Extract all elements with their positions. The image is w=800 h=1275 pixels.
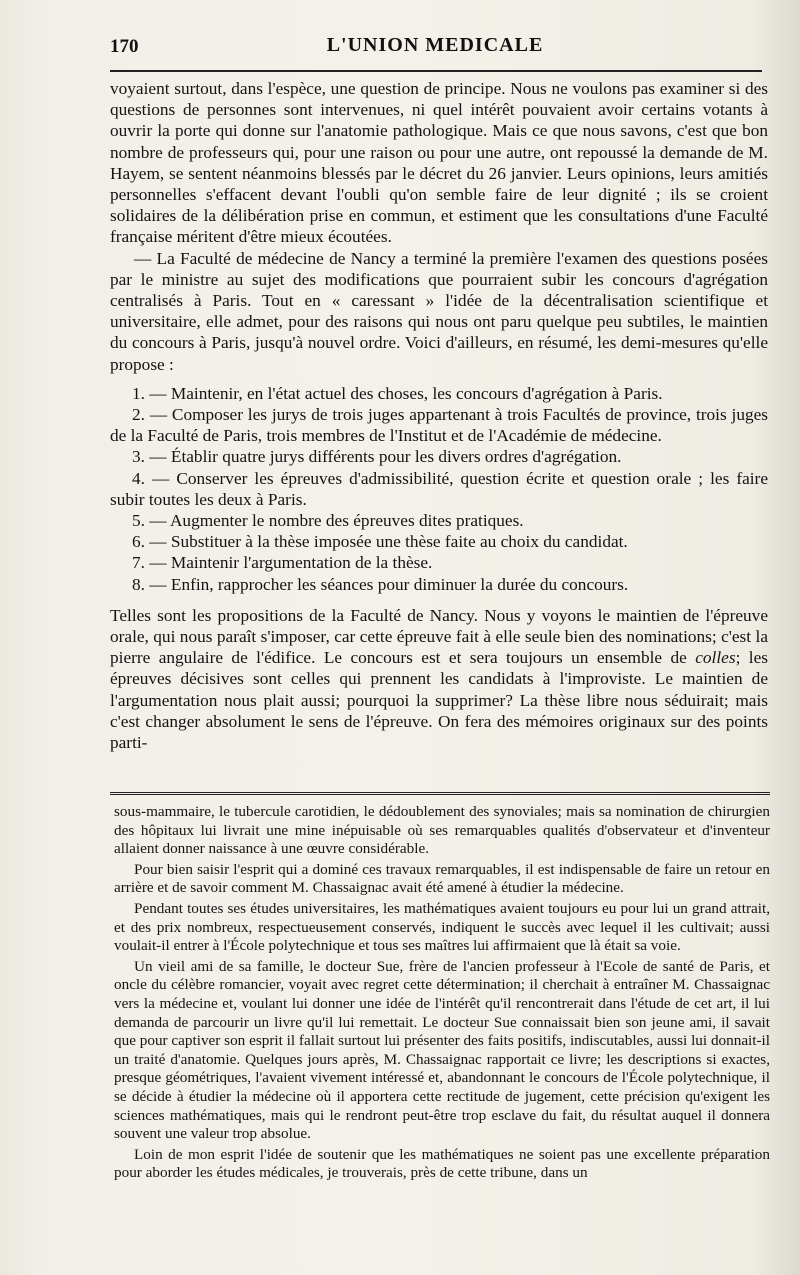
page-header xyxy=(110,30,760,66)
page-number: 170 xyxy=(110,36,139,57)
list-item-text: — Maintenir, en l'état actuel des choses, les concours d'agrégation à Paris. xyxy=(149,383,663,403)
list-item xyxy=(110,531,768,552)
list-item-number: 8. xyxy=(132,574,145,594)
note-paragraph-1: sous-mammaire, le tubercule carotidien, le dédoublement des synoviales; mais sa nomination de chirurgien des hôpitaux lui livrait une mine inépuisable où ses remarquables qualités d'observateur et d'inventeur allaient donner naissance à une œuvre considérable. xyxy=(114,803,770,858)
header-rule xyxy=(110,70,762,72)
proposals-list xyxy=(110,383,768,595)
note-paragraph-2: Pour bien saisir l'esprit qui a dominé ces travaux remarquables, il est indispensable de faire un retour en arrière et de savoir comment M. Chassaignac avait été amené à étudier la médecine. xyxy=(114,860,770,897)
paragraph-3-part-b: ; les épreuves décisives sont celles qui prennent les candidats à l'improviste. Le maintien de l'argumentation nous plait aussi; pourquoi la supprimer? La thèse libre nous séduirait; mais c'est changer absolument le sens de l'épreuve. On fera des mémoires originaux sur des points parti- xyxy=(110,648,768,753)
list-item xyxy=(110,510,768,531)
list-item-text: — Établir quatre jurys différents pour les divers ordres d'agrégation. xyxy=(149,447,622,467)
list-item-text: — Augmenter le nombre des épreuves dites pratiques. xyxy=(149,511,524,531)
paragraph-3-italic: colles xyxy=(695,648,736,668)
note-paragraph-4: Un vieil ami de sa famille, le docteur Sue, frère de l'ancien professeur à l'Ecole de santé de Paris, et oncle du célèbre romancier, voyait avec regret cette détermination; il cherchait à entraîner M. Chassaignac vers la médecine et, voulant lui donner une idée de l'intérêt qu'il rencontrerait dans l'étude de cet art, il lui demanda de parcourir un livre qu'il lui remettait. Le docteur Sue connaissait bien son jeune ami, il savait que pour captiver son esprit il fallait surtout lui présenter des faits positifs, indiscutables, aussi lui donnait-il un traité d'anatomie. Quelques jours après, M. Chassaignac rapportait ce livre; les descriptions si exactes, presque géométriques, l'avaient vivement intéressé et, abandonnant le concours de l'École polytechnique, il se décide à étudier la médecine où il apportera cette rectitude de jugement, cette précision qu'exigent les sciences mathématiques, mais qui le rendront peut-être trop esclave du fait, du résultat auquel il donnera souvent une valeur trop absolue. xyxy=(114,957,770,1143)
list-item-number: 7. xyxy=(132,553,145,573)
note-paragraph-5: Loin de mon esprit l'idée de soutenir que les mathématiques ne soient pas une excellente préparation pour aborder les études médicales, je trouverais, près de cette tribune, dans un xyxy=(114,1145,770,1182)
paragraph-2: — La Faculté de médecine de Nancy a terminé la première l'examen des questions posées par le ministre au sujet des modifications que pourraient subir les concours d'agrégation centralisés à Paris. Tout en « caressant » l'idée de la décentralisation scientifique et universitaire, elle admet, pour des raisons qui nous ont paru quelque peu subtiles, le maintien du concours à Paris, jusqu'à nouvel ordre. Voici d'ailleurs, en résumé, les demi-mesures qu'elle propose : xyxy=(110,248,768,374)
list-item-number: 4. xyxy=(132,468,145,488)
list-item-text: — Enfin, rapprocher les séances pour diminuer la durée du concours. xyxy=(149,574,629,594)
list-item-number: 3. xyxy=(132,447,145,467)
list-item-text: — Composer les jurys de trois juges appartenant à trois Facultés de province, trois juges de la Faculté de Paris, trois membres de l'Institut et de l'Académie de médecine. xyxy=(110,405,768,446)
list-item-number: 6. xyxy=(132,532,145,552)
list-item-number: 2. xyxy=(132,405,145,425)
note-paragraph-3: Pendant toutes ses études universitaires, les mathématiques avaient toujours eu pour lui un grand attrait, et des prix nombreux, respectueusement conservés, indiquent le succès avec lequel il les cultivait; aussi voulait-il entrer à l'École polytechnique et tous ses maîtres lui affirmaient que là était sa voie. xyxy=(114,899,770,955)
paragraph-1: voyaient surtout, dans l'espèce, une question de principe. Nous ne voulons pas examiner si des questions de personnes sont intervenues, ni quel intérêt pouvaient avoir certains votants à ouvrir la porte qui donne sur l'anatomie pathologique. Mais ce que nous savons, c'est que bon nombre de professeurs qui, pour une raison ou pour une autre, ont repoussé la demande de M. Hayem, se sentent néanmoins blessés par le décret du 26 janvier. Leurs opinions, leurs amitiés personnelles s'effacent devant l'oubli qu'on semble faire de leur dignité ; ils se croient solidaires de la délibération prise en commun, et estiment que les consultations d'une Faculté française méritent d'être mieux écoutées. xyxy=(110,79,768,247)
list-item xyxy=(110,468,768,510)
list-item-number: 5. xyxy=(132,511,145,531)
list-item-text: — Conserver les épreuves d'admissibilité, question écrite et question orale ; les faire subir toutes les deux à Paris. xyxy=(110,468,768,509)
list-item xyxy=(110,574,768,595)
list-item xyxy=(110,404,768,446)
list-item xyxy=(110,383,768,404)
running-title: L'UNION MEDICALE xyxy=(326,34,544,56)
paragraph-3 xyxy=(110,605,768,753)
list-item-text: — Substituer à la thèse imposée une thèse faite au choix du candidat. xyxy=(149,532,628,552)
feuilleton-text xyxy=(114,803,770,1185)
list-item xyxy=(110,552,768,573)
list-item-text: — Maintenir l'argumentation de la thèse. xyxy=(149,553,433,573)
list-item-number: 1. xyxy=(132,383,145,403)
list-item xyxy=(110,446,768,467)
main-text xyxy=(110,78,768,753)
section-divider xyxy=(110,792,770,798)
paragraph-3-part-a: Telles sont les propositions de la Faculté de Nancy. Nous y voyons le maintien de l'épreuve orale, qui nous paraît s'imposer, car cette épreuve fait à elle seule bien des nominations; c'est la pierre angulaire de l'édifice. Le concours est et sera toujours un ensemble de xyxy=(110,605,768,668)
